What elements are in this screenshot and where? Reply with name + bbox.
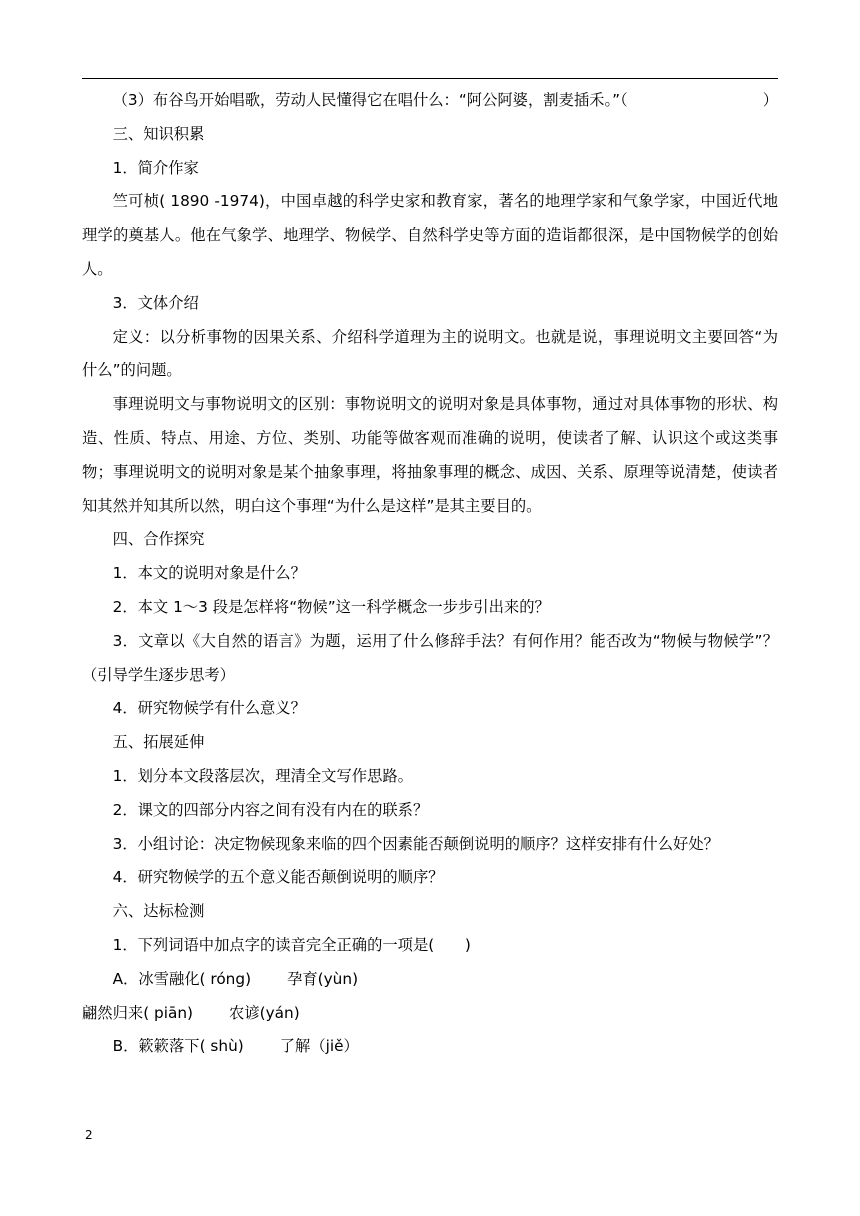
header-rule bbox=[82, 78, 778, 79]
subheading-genre: 3．文体介绍 bbox=[112, 293, 199, 312]
subheading-author: 1．简介作家 bbox=[112, 158, 199, 177]
section-heading-test: 六、达标检测 bbox=[112, 902, 205, 921]
extend-item-1: 1．划分本文段落层次，理清全文写作思路。 bbox=[112, 766, 413, 785]
explore-question-2: 2．本文 1～3 段是怎样将“物候”这一科学概念一步步引出来的？ bbox=[112, 597, 550, 616]
extend-item-4: 4．研究物候学的五个意义能否颠倒说明的顺序？ bbox=[112, 868, 444, 887]
section-heading-extend: 五、拓展延伸 bbox=[112, 733, 205, 752]
explore-question-4: 4．研究物候学有什么意义？ bbox=[112, 699, 306, 718]
option-b-word-1: B．簌簌落下( shù) bbox=[112, 1037, 244, 1056]
option-a-word-4: 农谚(yán) bbox=[229, 1003, 300, 1022]
question-line bbox=[82, 84, 778, 118]
option-a-line-1 bbox=[82, 963, 778, 997]
question-text: （3）布谷鸟开始唱歌，劳动人民懂得它在唱什么：“阿公阿婆，割麦插禾。”（ bbox=[112, 91, 628, 109]
section-heading-explore: 四、合作探究 bbox=[112, 530, 205, 549]
option-b-word-2: 了解（jiě） bbox=[279, 1037, 359, 1056]
extend-item-3: 3．小组讨论：决定物候现象来临的四个因素能否颠倒说明的顺序？这样安排有什么好处？ bbox=[112, 834, 719, 853]
option-a-line-2 bbox=[82, 997, 778, 1031]
test-question-1: 1．下列词语中加点字的读音完全正确的一项是( ) bbox=[112, 935, 471, 954]
explore-question-3: 3．文章以《大自然的语言》为题，运用了什么修辞手法？有何作用？能否改为“物候与物候学”？（引导学生逐步思考） bbox=[82, 631, 778, 684]
page-number: 2 bbox=[85, 1128, 93, 1142]
option-a-word-1: A．冰雪融化( róng) bbox=[112, 969, 252, 988]
option-a-word-3: 翩然归来( piān) bbox=[82, 1003, 194, 1022]
difference-paragraph: 事理说明文与事物说明文的区别：事物说明文的说明对象是具体事物，通过对具体事物的形状、构造、性质、特点、用途、方位、类别、功能等做客观而准确的说明，使读者了解、认识这个或这类事物；事理说明文的说明对象是某个抽象事理，将抽象事理的概念、成因、关系、原理等说清楚，使读者知其然并知其所以然，明白这个事理“为什么是这样”是其主要目的。 bbox=[82, 395, 778, 515]
option-a-word-2: 孕育(yùn) bbox=[287, 969, 359, 988]
section-heading-knowledge: 三、知识积累 bbox=[112, 124, 205, 143]
explore-question-1: 1．本文的说明对象是什么？ bbox=[112, 564, 306, 583]
extend-item-2: 2．课文的四部分内容之间有没有内在的联系？ bbox=[112, 800, 429, 819]
answer-paren-close: ） bbox=[762, 91, 778, 109]
author-paragraph: 竺可桢( 1890 -1974)，中国卓越的科学史家和教育家，著名的地理学家和气象学家，中国近代地理学的奠基人。他在气象学、地理学、物候学、自然科学史等方面的造诣都很深，是中国物候学的创始人。 bbox=[82, 192, 778, 278]
definition-paragraph: 定义：以分析事物的因果关系、介绍科学道理为主的说明文。也就是说，事理说明文主要回答“为什么”的问题。 bbox=[82, 327, 778, 380]
option-b-line-1 bbox=[82, 1030, 778, 1064]
document-body bbox=[82, 84, 778, 1064]
